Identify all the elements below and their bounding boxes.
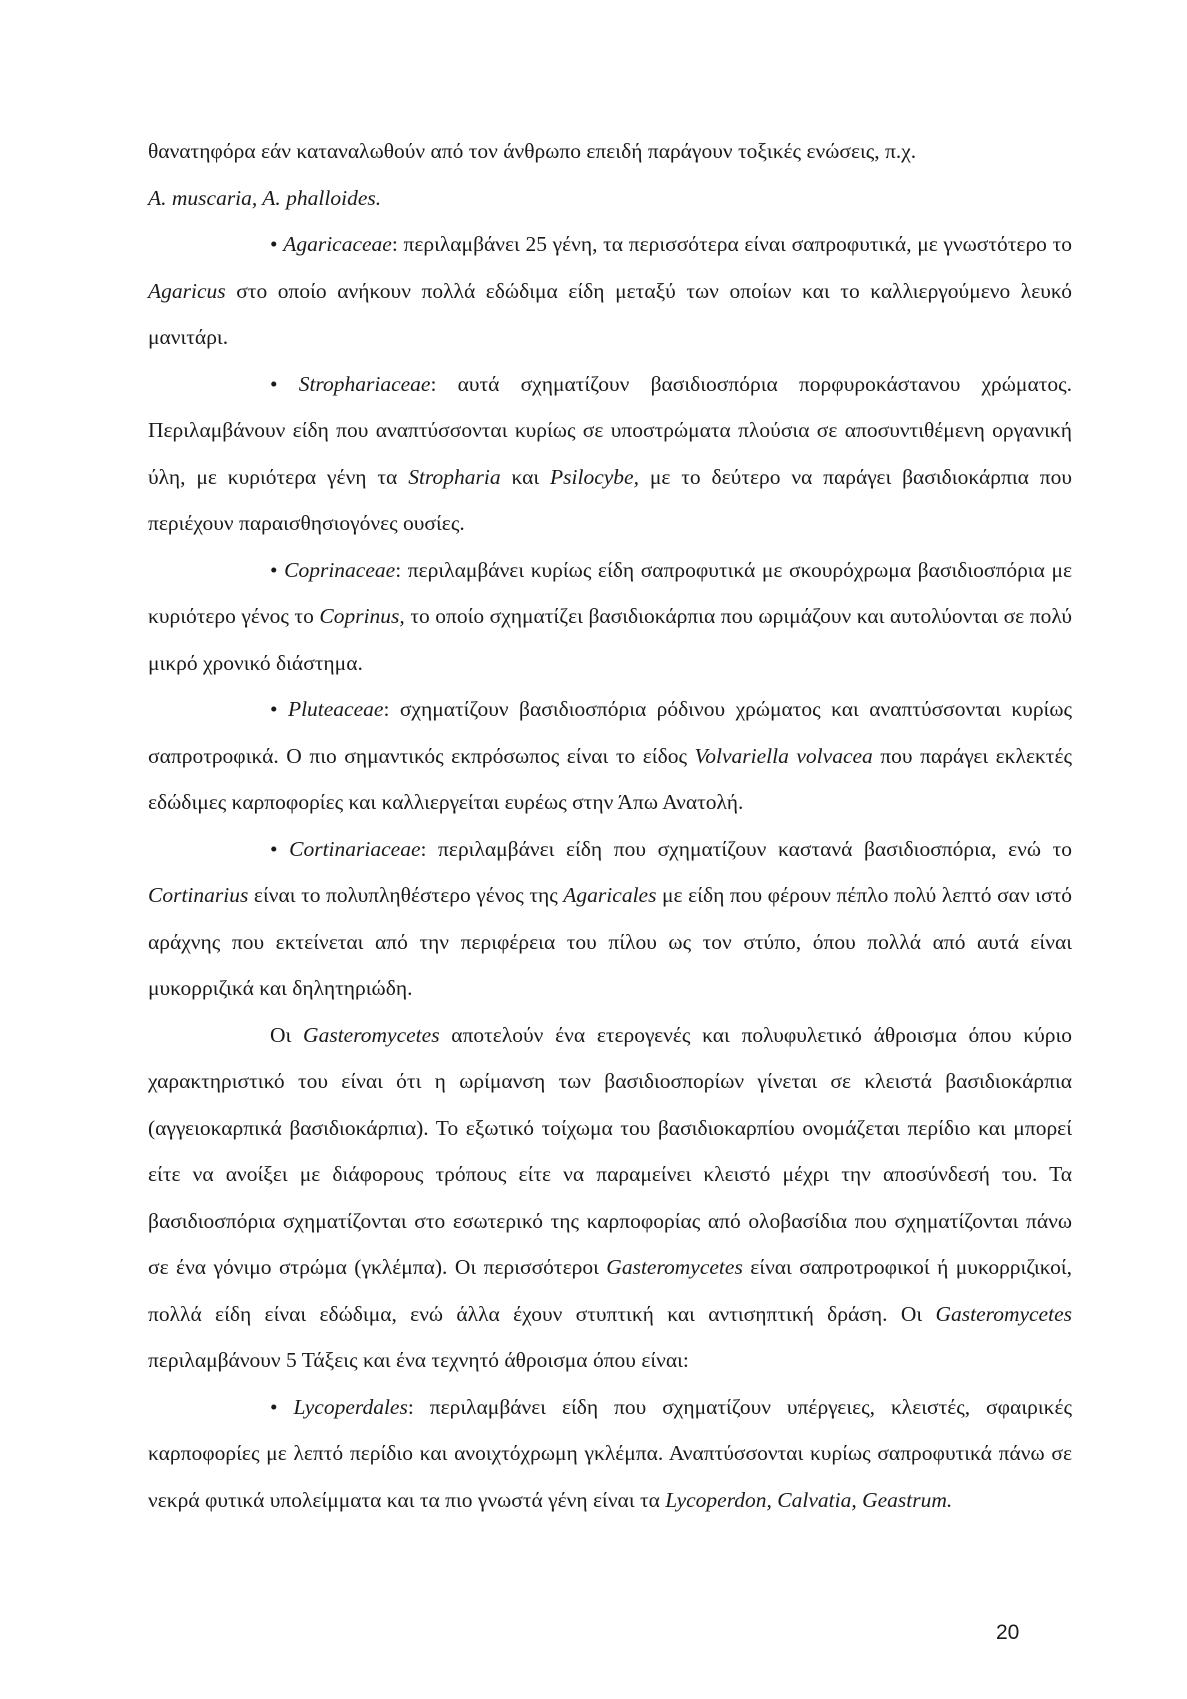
text: : περιλαμβάνει 25 γένη, τα περισσότερα είναι σαπροφυτικά, με γνωστότερο το (391, 232, 1072, 256)
page-number: 20 (996, 1621, 1020, 1644)
paragraph-intro (148, 128, 1072, 221)
order-name: • Lycoperdales (270, 1395, 408, 1419)
text: : σχηματίζουν βασιδιοσπόρια ρόδινου χρώματος και αναπτύσσονται κυρίως σαπροτροφικά. Ο πιο σημαντικός εκπρόσωπος είναι το είδος (148, 697, 1072, 768)
paragraph-strophariaceae (148, 361, 1072, 547)
genus-names: Lycoperdon, Calvatia, Geastrum. (665, 1487, 953, 1512)
text: Οι (270, 1022, 304, 1047)
text: είναι σαπροτροφικοί ή μυκορριζικοί, πολλά είδη είναι εδώδιμα, ενώ άλλα έχουν στυπτική και αντισηπτική δράση. Οι (148, 1255, 1072, 1326)
paragraph-pluteaceae (148, 686, 1072, 826)
genus-name: Cortinarius (148, 883, 249, 907)
document-body (148, 128, 1072, 1523)
paragraph-lycoperdales (148, 1384, 1072, 1524)
family-name: • Coprinaceae (270, 558, 395, 582)
text: περιλαμβάνουν 5 Τάξεις και ένα τεχνητό άθροισμα όπου είναι: (148, 1348, 689, 1372)
taxon-name: Gasteromycetes (935, 1301, 1072, 1326)
paragraph-agaricaceae (148, 221, 1072, 361)
genus-name: Coprinus, (319, 604, 405, 628)
family-name: • Strophariaceae (270, 372, 430, 396)
paragraph-coprinaceae (148, 547, 1072, 687)
text: που παράγει εκλεκτές εδώδιμες καρποφορίες και καλλιεργείται ευρέως στην Άπω Ανατολή. (148, 743, 1072, 814)
taxon-name: Gasteromycetes (303, 1022, 440, 1047)
family-name: • Pluteaceae (270, 697, 383, 721)
family-name: • Agaricaceae (270, 232, 392, 256)
genus-name: Psilocybe, (550, 464, 639, 489)
taxon-name: Gasteromycetes (606, 1255, 743, 1279)
genus-name: Stropharia (408, 464, 501, 489)
text: με είδη που φέρουν πέπλο πολύ λεπτό σαν ιστό αράχνης που εκτείνεται από την περιφέρεια του πίλου ως τον στύπο, όπου πολλά από αυτά είναι μυκορριζικά και δηλητηριώδη. (148, 883, 1072, 1000)
text: : περιλαμβάνει είδη που σχηματίζουν υπέργειες, κλειστές, σφαιρικές καρποφορίες με λεπτό περίδιο και ανοιχτόχρωμη γκλέμπα. Αναπτύσσονται κυρίως σαπροφυτικά πάνω σε νεκρά φυτικά υπολείμματα και τα πιο γνωστά γένη είναι τα (148, 1394, 1072, 1512)
text: στο οποίο ανήκουν πολλά εδώδιμα είδη μεταξύ των οποίων και το καλλιεργούμενο λευκό μανιτάρι. (148, 278, 1072, 349)
species-name: Volvariella volvacea (694, 743, 873, 768)
paragraph-gasteromycetes (148, 1012, 1072, 1384)
family-name: • Cortinariaceae (270, 837, 421, 861)
text: με το δεύτερο να παράγει βασιδιοκάρπια που περιέχουν παραισθησιογόνες ουσίες. (148, 464, 1072, 535)
order-name: Agaricales (563, 883, 657, 907)
text: : περιλαμβάνει είδη που σχηματίζουν καστανά βασιδιοσπόρια, ενώ το (420, 836, 1073, 861)
text: : αυτά σχηματίζουν βασιδιοσπόρια πορφυροκάστανου χρώματος. Περιλαμβάνουν είδη που αναπτύσσονται κυρίως σε υποστρώματα πλούσια σε αποσυντιθέμενη οργανική ύλη, με κυριότερα γένη τα (148, 371, 1072, 489)
text: : περιλαμβάνει κυρίως είδη σαπροφυτικά με σκουρόχρωμα βασιδιοσπόρια με κυριότερο γένος το (148, 557, 1073, 628)
text: και (500, 464, 551, 489)
text: το οποίο σχηματίζει βασιδιοκάρπια που ωριμάζουν και αυτολύονται σε πολύ μικρό χρονικό διάστημα. (148, 604, 1073, 675)
text: είναι το πολυπληθέστερο γένος της (248, 883, 564, 907)
paragraph-cortinariaceae (148, 826, 1072, 1012)
genus-name: Agaricus (148, 278, 226, 303)
text: αποτελούν ένα ετερογενές και πολυφυλετικό άθροισμα όπου κύριο χαρακτηριστικό του είναι ότι η ωρίμανση των βασιδιοσπορίων γίνεται σε κλειστά βασιδιοκάρπια (αγγειοκαρπικά βασιδιοκάρπια). Το εξωτικό τοίχωμα του βασιδιοκαρπίου ονομάζεται περίδιο και μπορεί είτε να ανοίξει με διάφορους τρόπους είτε να παραμείνει κλειστό μέχρι την αποσύνδεσή του. Τα βασιδιοσπόρια σχηματίζονται στο εσωτερικό της καρποφορίας από ολοβασίδια που σχηματίζονται πάνω σε ένα γόνιμο στρώμα (γκλέμπα). Οι περισσότεροι (148, 1022, 1073, 1279)
text: θανατηφόρα εάν καταναλωθούν από τον άνθρωπο επειδή παράγουν τοξικές ενώσεις, π.χ. (148, 139, 917, 163)
species-names: A. muscaria, A. phalloides. (148, 185, 382, 210)
